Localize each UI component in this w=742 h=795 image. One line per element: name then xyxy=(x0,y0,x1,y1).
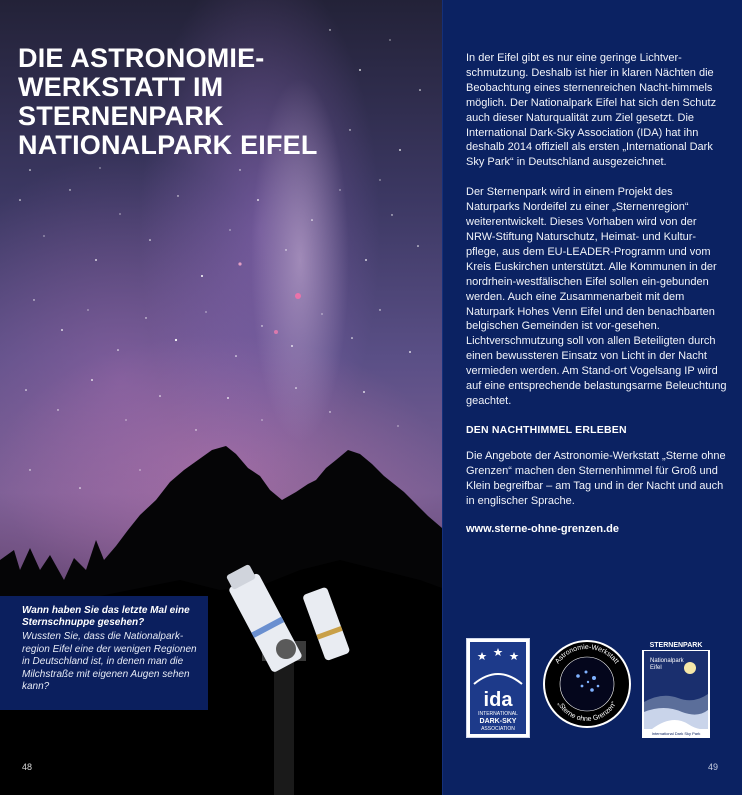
ida-logo xyxy=(466,638,530,738)
body-paragraph: In der Eifel gibt es nur eine geringe Lichtver-schmutzung. Deshalb ist hier in klaren Nächten die Beobachtung eines sternenreichen Nacht-himmels möglich. Der Nationalpark Eifel hat sich den Schutz auch dieser Naturqualität zum Ziel gesetzt. Die International Dark-Sky Association (IDA) hat ihn deshalb 2014 offiziell als ersten „International Dark Sky Park“ in Deutschland ausgezeichnet. xyxy=(466,52,717,169)
info-box-question: Wann haben Sie das letzte Mal eine Sternschnuppe gesehen? xyxy=(22,605,190,628)
website-link[interactable]: www.sterne-ohne-grenzen.de xyxy=(466,523,620,536)
right-page-text xyxy=(466,51,728,535)
page-number-right: 49 xyxy=(708,762,719,772)
park-logo-line1: Nationalpark xyxy=(650,658,684,664)
page-number-left: 48 xyxy=(22,762,33,772)
park-logo-footer: International Dark Sky Park xyxy=(651,731,701,736)
info-box-answer: Wussten Sie, dass die Nationalpark-region Eifel eine der wenigen Regionen in Deutschland ist, in denen man die Milchstraße mit eigenen Augen sehen kann? xyxy=(22,631,197,692)
ida-logo-line2: DARK-SKY xyxy=(479,718,517,725)
astro-logo-bottom-text: „Sterne ohne Grenzen“ xyxy=(555,700,619,724)
park-logo-header: STERNENPARK xyxy=(649,642,703,649)
sternenpark-logo xyxy=(642,638,710,738)
ida-logo-graphic xyxy=(470,642,526,734)
ida-logo-line1: INTERNATIONAL xyxy=(478,711,518,717)
partner-logos xyxy=(466,636,716,740)
park-logo-line2: Eifel xyxy=(650,665,662,671)
ida-logo-big: ida xyxy=(483,689,513,711)
info-box xyxy=(0,596,208,710)
telescope-image xyxy=(222,545,372,795)
page-title: DIE ASTRONOMIE-WERKSTATT IM STERNENPARK NATIONALPARK EIFEL xyxy=(18,43,318,160)
astro-logo-top-text: Astronomie-Werkstatt xyxy=(554,643,620,666)
ida-logo-line3: ASSOCIATION xyxy=(481,726,515,732)
body-paragraph: Der Sternenpark wird in einem Projekt des Naturparks Nordeifel zu einer „Sternenregion“ weiterentwickelt. Dieses Vorhaben wird von der NRW-Stiftung Naturschutz, Heimat- und Kultur-pflege, aus dem EU-LEADER-Programm und vom Kreis Euskirchen unterstützt. Alle Kommunen in der nordrhein-westfälischen Eifel sollen ein-gebunden werden. Auch eine Zusammenarbeit mit dem Naturpark Hohes Venn Eifel und den benachbarten belgischen Gemeinden ist vor-gesehen. Lichtverschmutzung soll von allen Beteiligten durch einen bewussteren Einsatz von Licht in der Nacht vermieden werden. Am Stand-ort Vogelsang IP wird auf eine entsprechende belastungsarme Beleuchtung geachtet. xyxy=(466,186,727,407)
section-heading: DEN NACHTHIMMEL ERLEBEN xyxy=(466,423,627,436)
astronomie-werkstatt-logo xyxy=(542,636,632,732)
body-paragraph: Die Angebote der Astronomie-Werkstatt „Sterne ohne Grenzen“ machen den Sternenhimmel für Groß und Klein begreifbar – am Tag und in der Nacht und auch in englischer Sprache. xyxy=(466,449,726,507)
